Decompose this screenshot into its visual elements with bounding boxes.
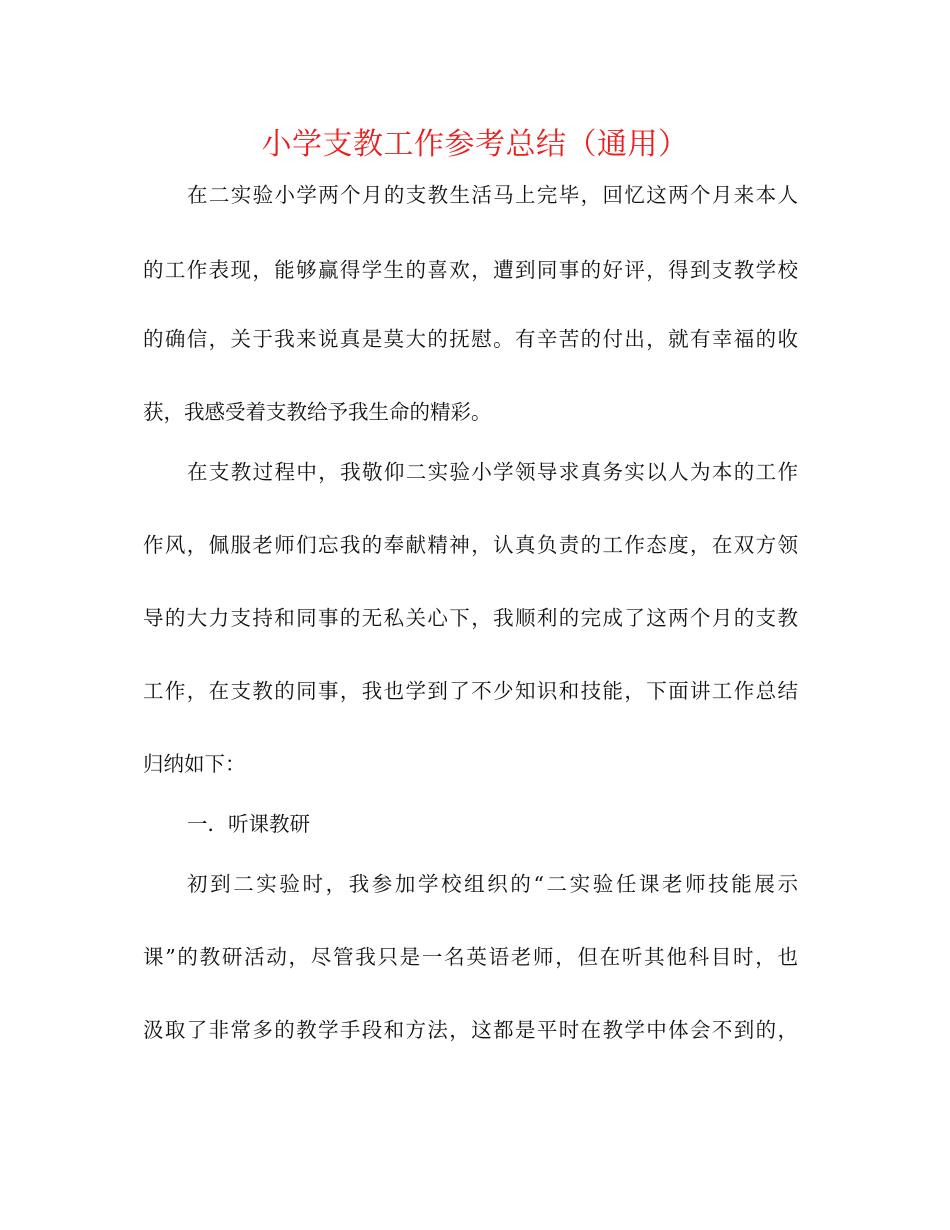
paragraph-line: 初到二实验时，我参加学校组织的“二实验任课老师技能展示: [187, 872, 798, 896]
paragraph-line: 在二实验小学两个月的支教生活马上完毕，回忆这两个月来本人: [187, 183, 798, 207]
paragraph-line: 的确信，关于我来说真是莫大的抚慰。有辛苦的付出，就有幸福的收: [143, 327, 798, 351]
paragraph-line: 导的大力支持和同事的无私关心下，我顺利的完成了这两个月的支教: [143, 606, 798, 630]
paragraph-line: 在支教过程中，我敬仰二实验小学领导求真务实以人为本的工作: [187, 460, 798, 484]
paragraph-line: 的工作表现，能够赢得学生的喜欢，遭到同事的好评，得到支教学校: [143, 258, 798, 282]
paragraph-line: 汲取了非常多的教学手段和方法，这都是平时在教学中体会不到的，: [143, 1018, 798, 1042]
paragraph-line: 作风，佩服老师们忘我的奉献精神，认真负责的工作态度，在双方领: [143, 533, 798, 557]
document-title: 小学支教工作参考总结（通用）: [261, 127, 689, 162]
paragraph-line: 课”的教研活动，尽管我只是一名英语老师，但在听其他科目时，也: [143, 945, 798, 969]
paragraph-line: 获，我感受着支教给予我生命的精彩。: [143, 400, 492, 424]
paragraph-line: 归纳如下：: [143, 752, 246, 776]
paragraph-line: 工作，在支教的同事，我也学到了不少知识和技能，下面讲工作总结: [143, 679, 798, 703]
section-heading: 一．听课教研: [187, 812, 310, 836]
